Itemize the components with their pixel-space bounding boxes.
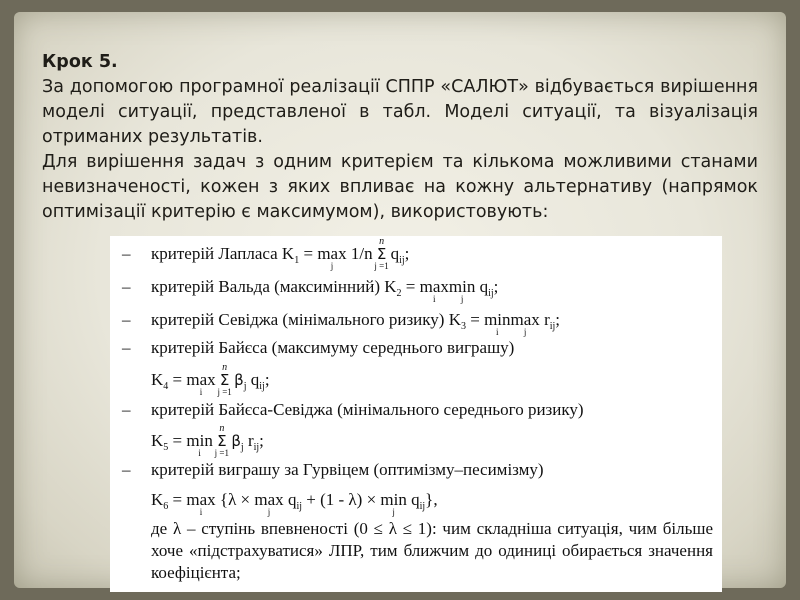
- criterion-wald-formula: критерій Вальда (максимінний) $K_2 = \max$ i min j $q_{ij}$;: [151, 277, 499, 304]
- criterion-hurwicz-title: критерій виграшу за Гурвіцем (оптимізму–песимізму): [151, 460, 544, 479]
- list-dash: –: [122, 460, 131, 479]
- criterion-bayes-savage-formula: $K_5 = \min$ i Σ n j =1 $\beta_j$ $r_{ij}$;: [151, 423, 264, 458]
- list-dash: –: [122, 277, 131, 296]
- paragraph-criteria-intro: Для вирішення задач з одним критерієм та кількома можливими станами невизначеності, кожен з яких впливає на кожну альтернативу (напрямок оптимізації критерію є максимумом), використовують:: [42, 152, 758, 222]
- list-dash: –: [122, 310, 131, 329]
- criterion-laplace-formula: критерій Лапласа $K_1 = \max$ j 1/n Σ n j =1 $q_{ij}$;: [151, 236, 410, 271]
- criterion-hurwicz-formula: $K_6 = \max$ i {λ × max j $q_{ij} + (1 - \lambda) \times \min$ j $q_{ij}$},: [151, 490, 438, 517]
- slide-text: [42, 50, 758, 225]
- list-dash: –: [122, 338, 131, 357]
- criterion-bayes-savage-title: критерій Байєса-Севіджа (мінімального середнього ризику): [151, 400, 584, 419]
- criterion-hurwicz-explanation: де λ – ступінь впевненості (0 ≤ λ ≤ 1): чим складніша ситуація, чим більше хоче «підстрахуватися» ЛПР, тим ближчим до одиниці обирається значення коефіцієнта;: [151, 519, 713, 582]
- paragraph-intro: За допомогою програмної реалізації СППР «САЛЮТ» відбувається вирішення моделі ситуації, представленої в табл. Моделі ситуації, та візуалізація отриманих результатів.: [42, 77, 758, 147]
- criteria-box: [110, 236, 722, 592]
- list-dash: –: [122, 244, 131, 263]
- criterion-bayes-formula: $K_4 = \max$ i Σ n j =1 $\beta_j$ $q_{ij}$;: [151, 362, 270, 397]
- step-heading: Крок 5.: [42, 52, 118, 72]
- criterion-bayes-title: критерій Байєса (максимуму середнього виграшу): [151, 338, 515, 357]
- criterion-savage-formula: критерій Севіджа (мінімального ризику) $K_3 = \min$ i max j $r_{ij}$;: [151, 310, 561, 337]
- list-dash: –: [122, 400, 131, 419]
